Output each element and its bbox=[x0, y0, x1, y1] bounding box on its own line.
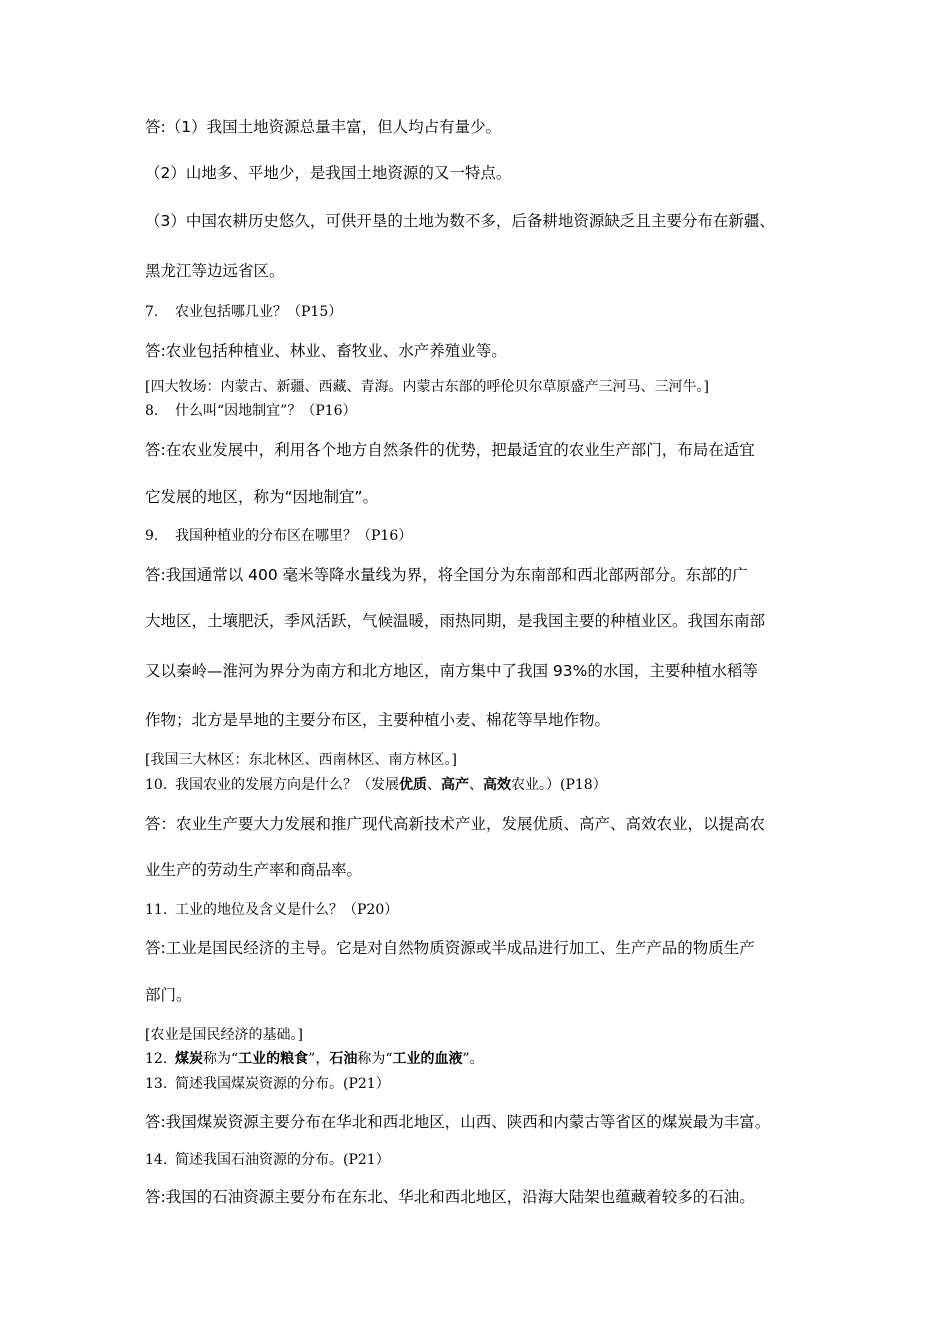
answer-10-line-1: 答：农业生产要大力发展和推广现代高新技术产业，发展优质、高产、高效农业，以提高农 bbox=[145, 815, 766, 833]
bold-term: 煤炭 bbox=[175, 1051, 203, 1067]
answer-9-line-4: 作物；北方是旱地的主要分布区，主要种植小麦、棉花等旱地作物。 bbox=[145, 711, 611, 729]
question-number: 8. bbox=[145, 403, 159, 419]
bold-term: 高产 bbox=[441, 777, 469, 793]
question-number: 11. bbox=[145, 902, 168, 918]
answer-10-line-2: 业生产的劳动生产率和商品率。 bbox=[145, 861, 363, 879]
text-fragment: 称为“ bbox=[203, 1051, 239, 1067]
question-text: 什么叫“因地制宜”？（P16） bbox=[175, 403, 357, 419]
answer-8-line-2: 它发展的地区，称为“因地制宜”。 bbox=[145, 488, 379, 506]
answer-9-line-1: 答:我国通常以 400 毫米等降水量线为界，将全国分为东南部和西北部两部分。东部的广 bbox=[145, 566, 748, 584]
text-fragment: ”， bbox=[308, 1051, 330, 1067]
question-11 bbox=[145, 900, 825, 920]
text-fragment: ”。 bbox=[462, 1051, 484, 1067]
question-text-suffix: 农业。）(P18） bbox=[511, 777, 607, 793]
question-9 bbox=[145, 526, 825, 546]
item-12 bbox=[145, 1049, 825, 1069]
question-number: 10. bbox=[145, 777, 168, 793]
answer-7: 答:农业包括种植业、林业、畜牧业、水产养殖业等。 bbox=[145, 342, 507, 360]
separator: 、 bbox=[427, 777, 441, 793]
separator: 、 bbox=[469, 777, 483, 793]
answer-8-line-1: 答:在农业发展中，利用各个地方自然条件的优势，把最适宜的农业生产部门，布局在适宜 bbox=[145, 441, 755, 459]
question-text-prefix: 我国农业的发展方向是什么？（发展 bbox=[175, 777, 399, 793]
question-number: 9. bbox=[145, 528, 159, 544]
answer-6-line-2: （2）山地多、平地少，是我国土地资源的又一特点。 bbox=[145, 164, 512, 182]
question-text: 简述我国石油资源的分布。(P21） bbox=[175, 1152, 390, 1168]
bold-term: 优质 bbox=[399, 777, 427, 793]
question-10 bbox=[145, 775, 825, 795]
text-fragment: 称为“ bbox=[357, 1051, 393, 1067]
bold-term: 工业的粮食 bbox=[238, 1051, 309, 1067]
question-text: 我国种植业的分布区在哪里？（P16） bbox=[175, 528, 413, 544]
answer-9-line-2: 大地区，土壤肥沃，季风活跃，气候温暖，雨热同期，是我国主要的种植业区。我国东南部 bbox=[145, 612, 766, 630]
bold-term: 工业的血液 bbox=[392, 1051, 463, 1067]
bold-term: 石油 bbox=[329, 1051, 358, 1067]
answer-13: 答:我国煤炭资源主要分布在华北和西北地区，山西、陕西和内蒙古等省区的煤炭最为丰富。 bbox=[145, 1113, 771, 1131]
question-14 bbox=[145, 1150, 825, 1170]
question-7 bbox=[145, 302, 825, 322]
question-13 bbox=[145, 1074, 825, 1094]
answer-6-line-4: 黑龙江等边远省区。 bbox=[145, 262, 285, 280]
answer-14: 答:我国的石油资源主要分布在东北、华北和西北地区，沿海大陆架也蕴藏着较多的石油。 bbox=[145, 1188, 755, 1206]
question-number: 12. bbox=[145, 1051, 168, 1067]
answer-11-line-2: 部门。 bbox=[145, 986, 192, 1004]
answer-6-line-1: 答:（1）我国土地资源总量丰富，但人均占有量少。 bbox=[145, 118, 502, 136]
answer-11-line-1: 答:工业是国民经济的主导。它是对自然物质资源或半成品进行加工、生产产品的物质生产 bbox=[145, 939, 755, 957]
note-three-forests: [我国三大林区：东北林区、西南林区、南方林区。] bbox=[145, 752, 457, 768]
bold-term: 高效 bbox=[483, 777, 511, 793]
question-number: 13. bbox=[145, 1076, 168, 1092]
note-four-pastures: [四大牧场：内蒙古、新疆、西藏、青海。内蒙古东部的呼伦贝尔草原盛产三河马、三河牛。] bbox=[145, 379, 709, 395]
question-number: 14. bbox=[145, 1152, 168, 1168]
question-number: 7. bbox=[145, 304, 159, 320]
answer-6-line-3: （3）中国农耕历史悠久，可供开垦的土地为数不多，后备耕地资源缺乏且主要分布在新疆、 bbox=[145, 212, 775, 230]
question-8 bbox=[145, 401, 825, 421]
note-agriculture-basis: [农业是国民经济的基础。] bbox=[145, 1027, 303, 1043]
question-text: 农业包括哪几业？（P15） bbox=[175, 304, 343, 320]
question-text: 简述我国煤炭资源的分布。(P21） bbox=[175, 1076, 390, 1092]
question-text: 工业的地位及含义是什么？（P20） bbox=[175, 902, 399, 918]
answer-9-line-3: 又以秦岭—淮河为界分为南方和北方地区，南方集中了我国 93%的水国，主要种植水稻等 bbox=[145, 662, 758, 680]
